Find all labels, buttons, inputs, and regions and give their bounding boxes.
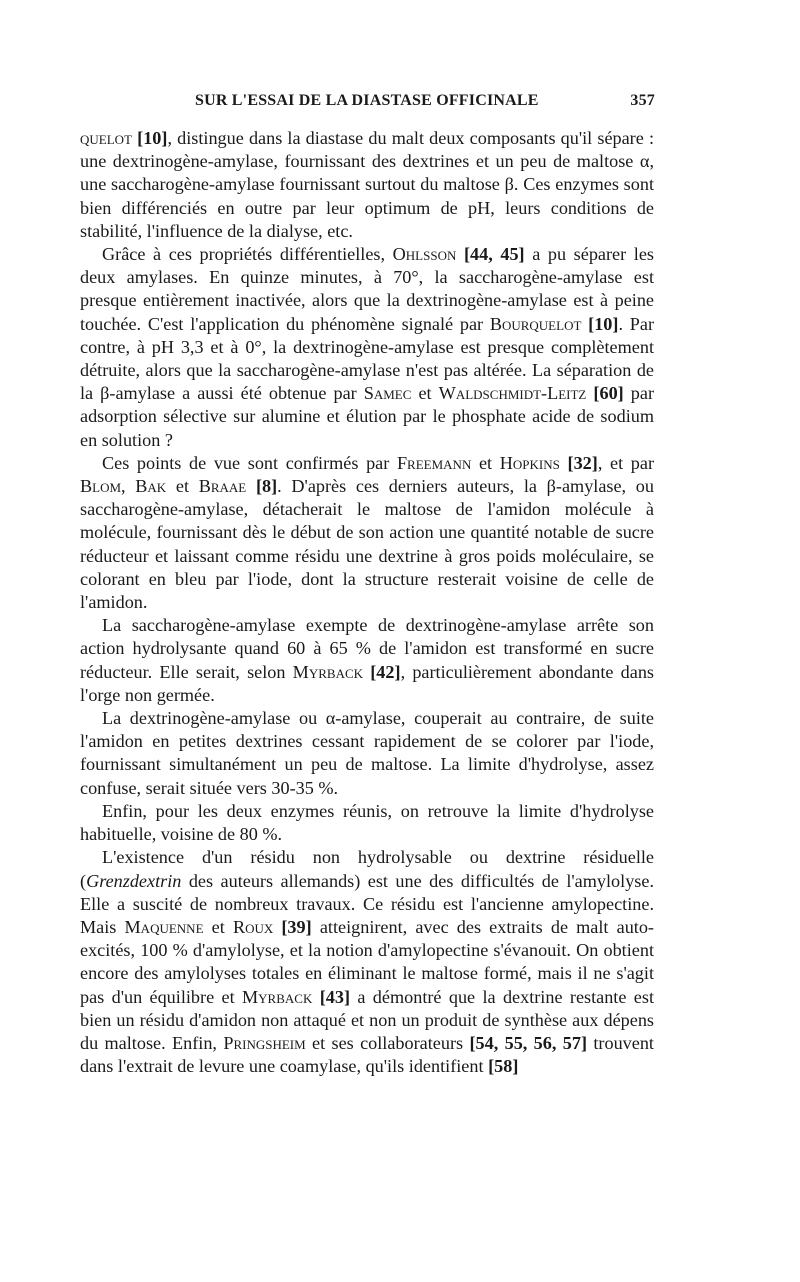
author-name: Maquenne xyxy=(124,916,204,937)
author-name: Waldschmidt-Leitz xyxy=(438,383,587,404)
text-run: , xyxy=(121,476,136,497)
text-run: Ces points de vue sont confirmés par xyxy=(102,452,397,473)
text-run: et xyxy=(411,383,439,404)
author-name: Myrback xyxy=(292,661,364,682)
reference: [8] xyxy=(255,476,278,497)
text-run xyxy=(312,987,319,1007)
reference: [43] xyxy=(319,986,351,1007)
body-text xyxy=(80,127,654,1078)
author-name: Samec xyxy=(363,383,412,404)
text-run: par adsorption sélective sur alumine et élution par le phosphate acide de sodium en solution ? xyxy=(80,383,654,450)
paragraph xyxy=(80,614,654,707)
paragraph xyxy=(80,127,654,243)
reference: [32] xyxy=(567,452,598,473)
author-name: Blom xyxy=(80,476,122,497)
text-run: , et par xyxy=(597,452,655,473)
text-run xyxy=(246,476,256,496)
page-number: 357 xyxy=(630,92,655,109)
author-name: Bak xyxy=(135,476,167,497)
reference: [58] xyxy=(488,1056,519,1077)
text-run: et xyxy=(166,476,199,497)
reference: [42] xyxy=(370,661,401,682)
text-run: La saccharogène-amylase exempte de dextrinogène-amylase arrête son action hydrolysante quand 60 à 65 % de l'amidon est transformé en sucre réducteur. Elle serait, selon xyxy=(80,615,654,682)
page-header xyxy=(80,90,655,116)
paragraph xyxy=(80,846,654,1078)
paragraph xyxy=(80,452,654,614)
reference: [10] xyxy=(588,313,619,334)
text-run: . D'après ces derniers auteurs, la β-amylase, ou saccharogène-amylase, détacherait le maltose de l'amidon molécule à molécule, fournissant dès le début de son action une quantité notable de sucre réducteur et laissant comme résidu une dextrine à gros poids moléculaire, se colorant en bleu par l'iode, dont la structure resterait voisine de celle de l'amidon. xyxy=(80,476,654,613)
author-name: Myrback xyxy=(242,986,313,1007)
text-run: et ses collaborateurs xyxy=(305,1032,470,1053)
text-run: a pu séparer les deux amylases. En quinze minutes, à 70°, la saccharogène-amylase est presque entièrement inactivée, alors que la dextrinogène-amylase est à peine touchée. C'est l'application du phénomène signalé par xyxy=(80,244,654,334)
italic-term: Grenzdextrin xyxy=(86,870,182,891)
running-title: SUR L'ESSAI DE LA DIASTASE OFFICINALE xyxy=(195,92,539,109)
text-run xyxy=(560,453,568,473)
author-name: Freemann xyxy=(396,452,472,473)
author-name: Hopkins xyxy=(499,452,560,473)
author-name: Pringsheim xyxy=(223,1032,306,1053)
text-run: . Par contre, à pH 3,3 et à 0°, la dextrinogène-amylase est presque complètement détruite, alors que la saccharogène-amylase n'est pas altérée. La séparation de la β-amylase a aussi été obtenue par xyxy=(80,313,655,404)
text-run: et xyxy=(471,452,500,473)
author-name: Braae xyxy=(198,476,247,497)
text-run: Enfin, pour les deux enzymes réunis, on retrouve la limite d'hydrolyse habituelle, voisine de 80 %. xyxy=(80,800,654,845)
text-run: La dextrinogène-amylase ou α-amylase, couperait au contraire, de suite l'amidon en petites dextrines cessant rapidement de se colorer par l'iode, fournissant simultanément un peu de maltose. La limite d'hydrolyse, assez confuse, serait située vers 30-35 %. xyxy=(80,708,654,798)
reference: [10] xyxy=(137,128,168,148)
text-run: trouvent dans l'extrait de levure une coamylase, qu'ils identifient xyxy=(80,1032,654,1077)
text-run: des auteurs allemands) est une des difficultés de l'amylolyse. Elle a suscité de nombreux travaux. Ce résidu est l'ancienne amylopectine. Mais xyxy=(80,870,654,937)
author-name: quelot xyxy=(80,128,132,148)
text-run: , distingue dans la diastase du malt deux composants qu'il sépare : une dextrinogène-amylase, fournissant des dextrines et un peu de maltose α, une saccharogène-amylase fournissant surtout du maltose β. Ces enzymes sont bien différenciés en outre par leur optimum de pH, leurs conditions de stabilité, l'influence de la dialyse, etc. xyxy=(80,128,654,241)
text-run: Grâce à ces propriétés différentielles, xyxy=(102,244,393,265)
author-name: Ohlsson xyxy=(392,244,457,265)
text-run: L'existence d'un résidu non hydrolysable ou dextrine résiduelle ( xyxy=(80,847,654,891)
paragraph xyxy=(80,243,654,452)
reference: [60] xyxy=(593,383,624,404)
reference: [44, 45] xyxy=(463,244,525,265)
text-run: a démontré que la dextrine restante est bien un résidu d'amidon non attaqué et non un produit de synthèse aux dépens du maltose. Enfin, xyxy=(80,986,654,1053)
author-name: Bourquelot xyxy=(489,313,582,334)
text-run: , particulièrement abondante dans l'orge non germée. xyxy=(80,661,654,705)
text-run xyxy=(456,244,464,264)
text-run: atteignirent, avec des extraits de malt auto-excités, 100 % d'amylolyse, et la notion d'amylopectine s'évanouit. On obtient encore des amylolyses totales en éliminant le maltose formé, mais il ne s'agit pas d'un équilibre et xyxy=(80,916,654,1007)
text-run: et xyxy=(203,916,233,937)
reference: [54, 55, 56, 57] xyxy=(469,1032,588,1053)
author-name: Roux xyxy=(232,916,274,937)
paragraph xyxy=(80,707,654,800)
paragraph xyxy=(80,800,654,846)
reference: [39] xyxy=(281,916,312,937)
